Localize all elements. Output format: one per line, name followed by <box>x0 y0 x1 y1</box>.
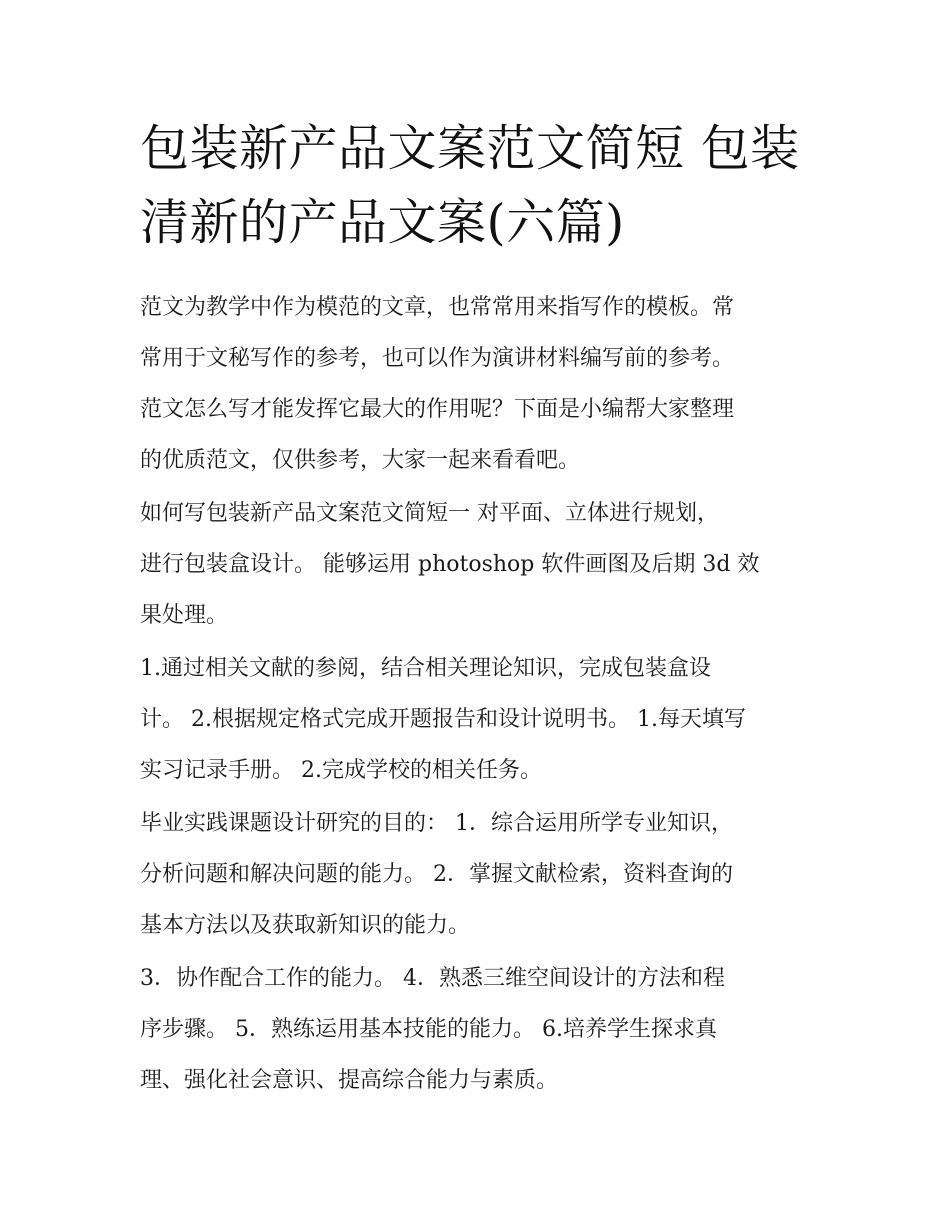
text-line: 1.通过相关文献的参阅，结合相关理论知识，完成包装盒设 <box>140 656 711 681</box>
document-title <box>140 112 812 260</box>
text-line: 实习记录手册。 2.完成学校的相关任务。 <box>140 758 542 783</box>
text-line: 分析问题和解决问题的能力。 2．掌握文献检索，资料查询的 <box>140 862 733 887</box>
abilities-paragraph <box>140 953 812 1106</box>
section-one-paragraph <box>140 488 812 641</box>
text-line: 的优质范文，仅供参考，大家一起来看看吧。 <box>140 448 581 473</box>
tasks-paragraph <box>140 643 812 796</box>
text-line: 常用于文秘写作的参考，也可以作为演讲材料编写前的参考。 <box>140 346 735 371</box>
goals-paragraph <box>140 798 812 951</box>
text-line: 果处理。 <box>140 603 229 628</box>
text-line: 3．协作配合工作的能力。 4．熟悉三维空间设计的方法和程 <box>140 966 725 991</box>
text-line: 毕业实践课题设计研究的目的： 1．综合运用所学专业知识， <box>140 811 733 836</box>
document-page <box>140 112 812 1108</box>
text-line: 进行包装盒设计。 能够运用 photoshop 软件画图及后期 3d 效 <box>140 552 760 577</box>
text-line: 计。 2.根据规定格式完成开题报告和设计说明书。 1.每天填写 <box>140 707 746 732</box>
text-line: 范文为教学中作为模范的文章，也常常用来指写作的模板。常 <box>140 295 735 320</box>
text-line: 理、强化社会意识、提高综合能力与素质。 <box>140 1068 559 1093</box>
text-line: 序步骤。 5．熟练运用基本技能的能力。 6.培养学生探求真 <box>140 1017 717 1042</box>
intro-paragraph <box>140 282 812 486</box>
text-line: 范文怎么写才能发挥它最大的作用呢？下面是小编帮大家整理 <box>140 397 735 422</box>
text-line: 基本方法以及获取新知识的能力。 <box>140 913 471 938</box>
title-line: 包装新产品文案范文简短 包装 <box>140 120 800 177</box>
text-line: 如何写包装新产品文案范文简短一 对平面、立体进行规划， <box>140 501 719 526</box>
title-line: 清新的产品文案(六篇) <box>140 194 625 251</box>
